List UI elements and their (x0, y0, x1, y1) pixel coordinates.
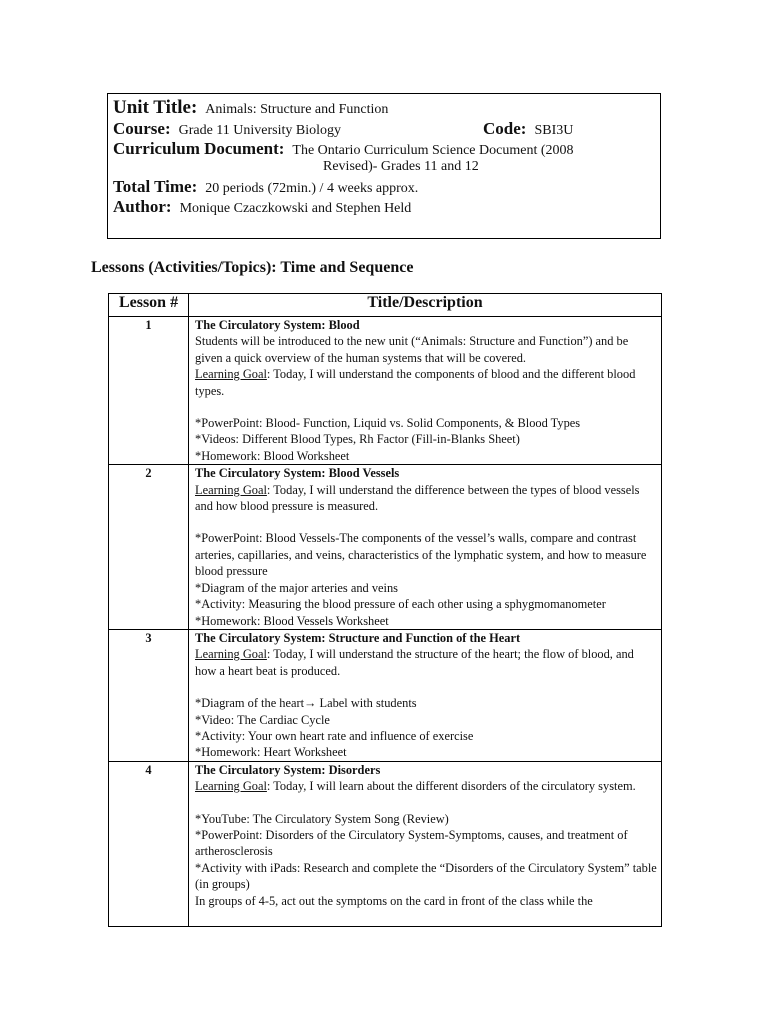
table-row (109, 465, 662, 630)
list-item: *YouTube: The Circulatory System Song (Review) (195, 811, 449, 826)
total-time-row (113, 177, 660, 197)
lesson-intro: Students will be introduced to the new unit (“Animals: Structure and Function”) and be given a quick overview of the human systems that will be covered. (195, 334, 629, 365)
title-description-header: Title/Description (189, 294, 662, 317)
author-row (113, 197, 660, 217)
unit-title-value: Animals: Structure and Function (205, 102, 389, 117)
lesson-title: The Circulatory System: Blood Vessels (195, 466, 400, 481)
learning-goal (195, 366, 658, 399)
lesson-description (189, 761, 662, 926)
list-item: *Video: The Cardiac Cycle (195, 712, 330, 727)
lesson-description (189, 629, 662, 761)
list-item: *Diagram of the heart→ Label with students (195, 696, 417, 711)
lesson-number-header: Lesson # (109, 294, 189, 317)
learning-goal (195, 482, 658, 515)
learning-goal-label: Learning Goal (195, 482, 267, 497)
course-value: Grade 11 University Biology (178, 123, 342, 138)
lesson-number: 3 (109, 629, 189, 761)
code-group (483, 119, 573, 139)
total-time-value: 20 periods (72min.) / 4 weeks approx. (205, 181, 419, 196)
curriculum-row (113, 139, 660, 159)
list-item: *Diagram of the major arteries and veins (195, 580, 398, 595)
list-item: In groups of 4-5, act out the symptoms on the card in front of the class while the (195, 893, 593, 908)
lesson-number: 1 (109, 317, 189, 465)
curriculum-value-line1: The Ontario Curriculum Science Document (2008 (292, 143, 574, 158)
author-value: Monique Czaczkowski and Stephen Held (179, 201, 412, 216)
total-time-label: Total Time: (113, 177, 198, 196)
course-row (113, 119, 660, 139)
learning-goal-text: : Today, I will learn about the different disorders of the circulatory system. (266, 779, 636, 794)
lesson-number: 4 (109, 761, 189, 926)
table-row (109, 317, 662, 465)
author-label: Author: (113, 197, 172, 216)
list-item: *Homework: Blood Vessels Worksheet (195, 613, 389, 628)
lesson-description (189, 317, 662, 465)
learning-goal (195, 778, 658, 794)
lesson-description-clip (195, 762, 658, 926)
curriculum-value-line2: Revised)- Grades 11 and 12 (323, 159, 479, 174)
curriculum-label: Curriculum Document: (113, 139, 285, 158)
list-item: *Activity with iPads: Research and complete the “Disorders of the Circulatory System” table (in groups) (195, 860, 657, 892)
lesson-title: The Circulatory System: Disorders (195, 762, 381, 777)
learning-goal (195, 646, 658, 679)
lesson-title: The Circulatory System: Structure and Function of the Heart (195, 630, 521, 645)
learning-goal-text: : Today, I will understand the difference between the types of blood vessels and how blood pressure is measured. (195, 482, 640, 514)
learning-goal-label: Learning Goal (195, 779, 267, 794)
list-item: *Videos: Different Blood Types, Rh Factor (Fill-in-Blanks Sheet) (195, 432, 520, 447)
lessons-heading-tail: Time and Sequence (280, 259, 414, 276)
course-label: Course: (113, 119, 171, 138)
table-header-row (109, 294, 662, 317)
table-row (109, 761, 662, 926)
lessons-heading-label: Lessons (Activities/Topics): (91, 259, 277, 276)
unit-info-box (107, 93, 661, 239)
learning-goal-text: : Today, I will understand the components of blood and the different blood types. (195, 367, 636, 398)
learning-goal-label: Learning Goal (195, 367, 267, 382)
list-item: *Activity: Your own heart rate and influence of exercise (195, 728, 474, 743)
list-item: *PowerPoint: Disorders of the Circulatory System-Symptoms, causes, and treatment of artherosclerosis (195, 827, 628, 859)
lesson-description (189, 465, 662, 630)
list-item: *Homework: Blood Worksheet (195, 448, 350, 463)
unit-title-label: Unit Title: (113, 97, 198, 118)
learning-goal-label: Learning Goal (195, 647, 267, 662)
unit-title-row (113, 97, 660, 119)
lesson-title: The Circulatory System: Blood (195, 318, 360, 332)
learning-goal-text: : Today, I will understand the structure of the heart; the flow of blood, and how a heart beat is produced. (195, 647, 634, 678)
table-row (109, 629, 662, 761)
code-value: SBI3U (534, 123, 574, 138)
lesson-number: 2 (109, 465, 189, 630)
lessons-table (108, 293, 662, 927)
list-item: *Activity: Measuring the blood pressure of each other using a sphygmomanometer (195, 597, 606, 612)
code-label: Code: (483, 119, 527, 138)
list-item: *Homework: Heart Worksheet (195, 745, 347, 760)
list-item: *PowerPoint: Blood Vessels-The components of the vessel’s walls, compare and contrast arteries, capillaries, and veins, characteristics of the lymphatic system, and how to measure blood pressure (195, 531, 647, 579)
lessons-heading (91, 259, 413, 277)
list-item: *PowerPoint: Blood- Function, Liquid vs. Solid Components, & Blood Types (195, 416, 581, 431)
